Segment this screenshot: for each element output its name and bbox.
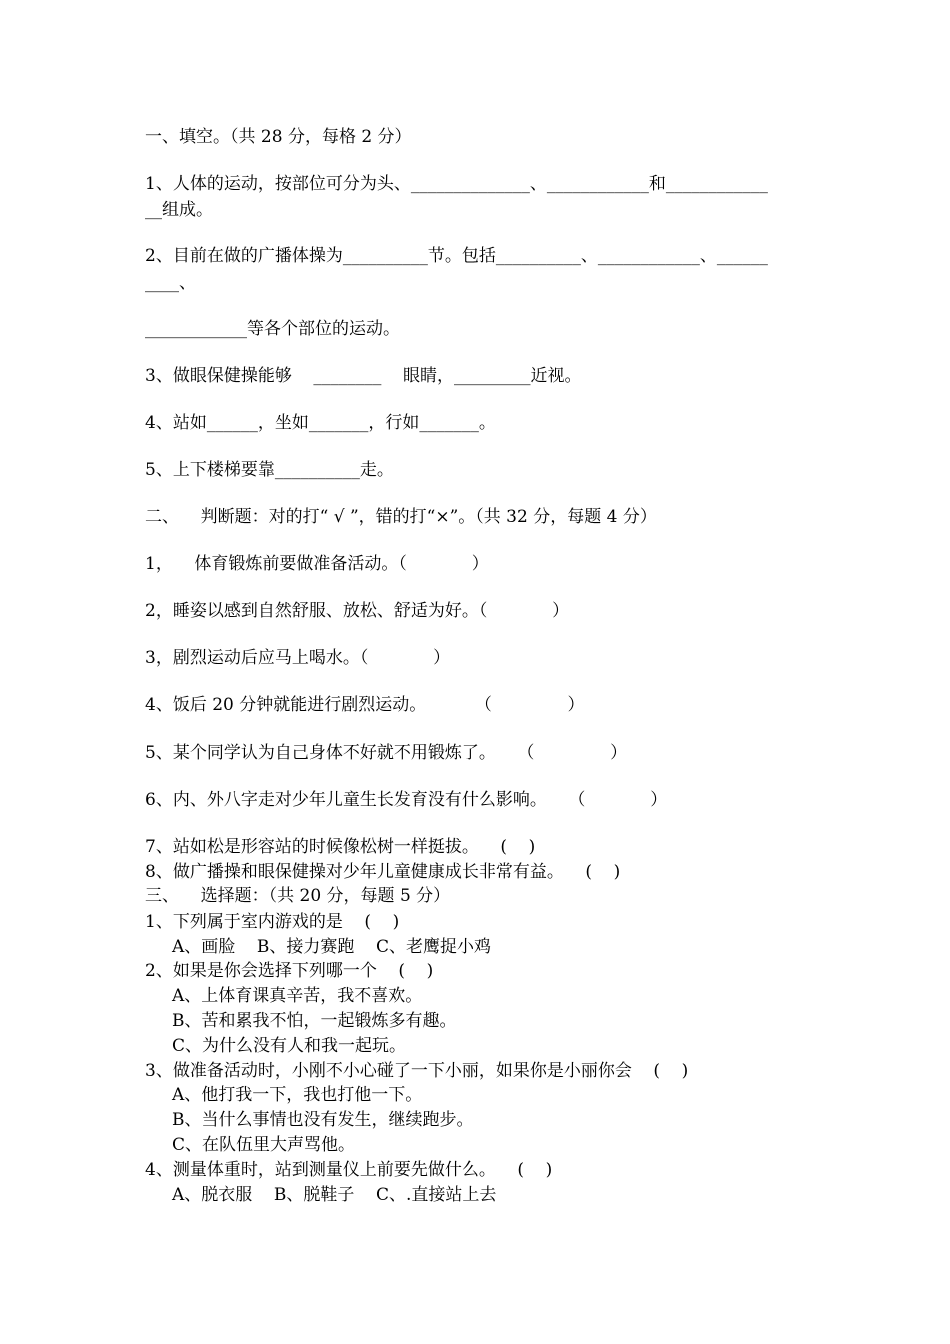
choice-question-4: 4、测量体重时，站到测量仪上前要先做什么。 ( ): [145, 1160, 553, 1180]
choice-question-1-options: A、画脸 B、接力赛跑 C、老鹰捉小鸡: [172, 937, 492, 957]
choice-question-3-option-b: B、当什么事情也没有发生，继续跑步。: [172, 1110, 474, 1130]
choice-question-3-option-c: C、在队伍里大声骂他。: [172, 1135, 356, 1155]
choice-question-3: 3、做准备活动时，小刚不小心碰了一下小丽，如果你是小丽你会 ( ): [145, 1061, 689, 1081]
section-3-heading: 三、 选择题：（共 20 分，每题 5 分）: [145, 886, 451, 906]
choice-question-4-options: A、脱衣服 B、脱鞋子 C、.直接站上去: [172, 1185, 497, 1205]
fill-question-2-line-1: 2、目前在做的广播体操为__________节。包括__________、____________、______: [145, 246, 768, 266]
fill-question-1-line-2: __组成。: [145, 200, 213, 220]
fill-question-3: 3、做眼保健操能够 ________ 眼睛，_________近视。: [145, 366, 582, 386]
judge-question-6: 6、内、外八字走对少年儿童生长发育没有什么影响。 （ ）: [145, 790, 668, 810]
judge-question-2: 2，睡姿以感到自然舒服、放松、舒适为好。（ ）: [145, 601, 570, 621]
choice-question-2-option-c: C、为什么没有人和我一起玩。: [172, 1036, 407, 1056]
fill-question-1-line-1: 1、人体的运动，按部位可分为头、______________、____________和____________: [145, 174, 768, 194]
choice-question-1: 1、下列属于室内游戏的是 ( ): [145, 912, 400, 932]
choice-question-2-option-a: A、上体育课真辛苦，我不喜欢。: [172, 986, 423, 1006]
judge-question-1: 1， 体育锻炼前要做准备活动。（ ）: [145, 554, 489, 574]
judge-question-8: 8、做广播操和眼保健操对少年儿童健康成长非常有益。 ( ): [145, 862, 621, 882]
fill-question-5: 5、上下楼梯要靠__________走。: [145, 460, 394, 480]
choice-question-2: 2、如果是你会选择下列哪一个 ( ): [145, 961, 434, 981]
section-2-heading: 二、 判断题：对的打“ √ ”，错的打“×”。（共 32 分，每题 4 分）: [145, 507, 657, 527]
choice-question-3-option-a: A、他打我一下，我也打他一下。: [172, 1085, 423, 1105]
judge-question-5: 5、某个同学认为自己身体不好就不用锻炼了。 （ ）: [145, 743, 628, 763]
fill-question-4: 4、站如______，坐如_______，行如_______。: [145, 413, 496, 433]
section-1-heading: 一、填空。（共 28 分，每格 2 分）: [145, 127, 412, 147]
fill-question-2-line-3: ____________等各个部位的运动。: [145, 319, 400, 339]
judge-question-4: 4、饭后 20 分钟就能进行剧烈运动。 （ ）: [145, 695, 585, 715]
fill-question-2-line-2: ____、: [145, 273, 196, 293]
judge-question-7: 7、站如松是形容站的时候像松树一样挺拔。 ( ): [145, 837, 536, 857]
choice-question-2-option-b: B、苦和累我不怕，一起锻炼多有趣。: [172, 1011, 457, 1031]
judge-question-3: 3，剧烈运动后应马上喝水。（ ）: [145, 648, 451, 668]
